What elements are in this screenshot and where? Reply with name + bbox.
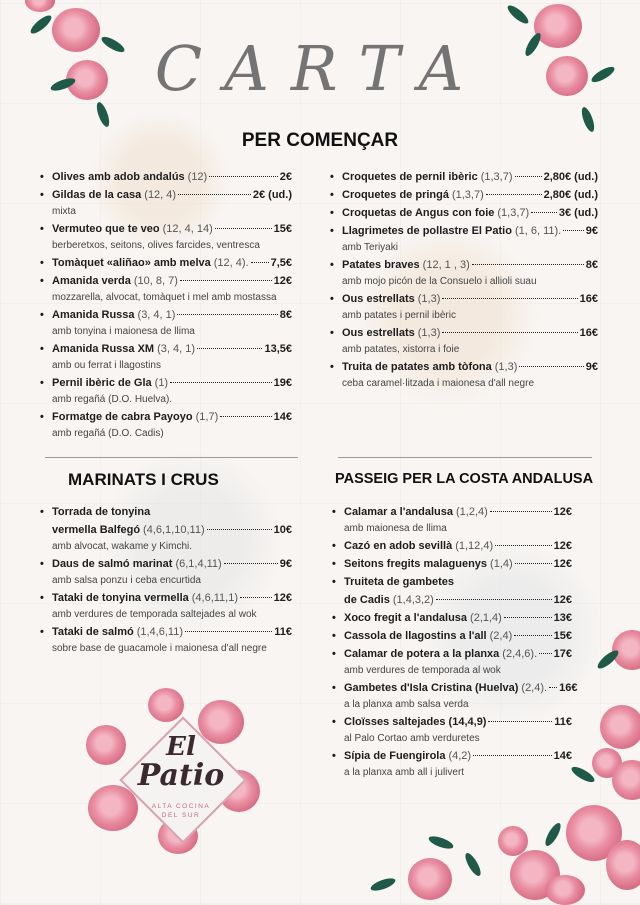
bullet: •	[332, 682, 336, 694]
item-description: amb alvocat, wakame y Kimchi.	[52, 541, 193, 552]
menu-item	[40, 589, 292, 623]
item-price: 11€	[274, 626, 292, 638]
item-allergens: (1,3,7)	[497, 207, 530, 219]
bullet: •	[332, 630, 336, 642]
bullet: •	[330, 171, 334, 183]
menu-item	[40, 220, 292, 254]
bullet: •	[40, 558, 44, 570]
item-allergens: (4,2)	[448, 750, 472, 762]
item-allergens: (10, 8, 7)	[133, 275, 178, 287]
item-description: amb verdures de temporada al wok	[344, 665, 501, 676]
item-price: 12€	[273, 592, 292, 604]
item-description: mozzarella, alvocat, tomàquet i mel amb mostassa	[52, 292, 277, 303]
item-name: Sípia de Fuengirola	[344, 750, 446, 762]
item-price: 3€ (ud.)	[558, 207, 598, 219]
item-allergens: (1,12,4)	[455, 540, 494, 552]
dot-leader	[209, 176, 278, 177]
menu-item	[332, 747, 572, 781]
section-heading-passeig: PASSEIG PER LA COSTA ANDALUSA	[335, 471, 594, 487]
divider-right	[338, 457, 592, 458]
item-allergens: (12, 4, 14)	[162, 223, 213, 235]
item-description: ceba caramel·litzada i maionesa d'all negre	[342, 378, 535, 389]
bullet: •	[332, 612, 336, 624]
section-heading-per-comencar: PER COMENÇAR	[241, 130, 399, 151]
item-description: amb mojo picón de la Consuelo i allioli suau	[342, 276, 537, 287]
menu-item	[332, 627, 572, 645]
item-name: Tataki de salmó	[52, 626, 134, 638]
item-allergens: (1,3,7)	[480, 171, 513, 183]
item-name: Croquetes de pringá	[342, 189, 449, 201]
item-allergens: (12, 1 , 3)	[422, 259, 470, 271]
item-price: 9€	[585, 225, 598, 237]
bullet: •	[330, 207, 334, 219]
marinats-list	[40, 503, 292, 657]
bullet: •	[40, 343, 44, 355]
menu-item	[332, 609, 572, 627]
item-description: amb salsa ponzu i ceba encurtida	[52, 575, 201, 586]
item-name: Patates braves	[342, 259, 420, 271]
dot-leader	[224, 563, 278, 564]
menu-item	[40, 186, 292, 220]
item-allergens: (1)	[154, 377, 169, 389]
item-allergens: (12)	[187, 171, 208, 183]
menu-item	[330, 324, 598, 358]
item-price: 12€	[553, 540, 572, 552]
item-price: 9€	[585, 361, 598, 373]
menu-item	[330, 290, 598, 324]
menu-item	[330, 256, 598, 290]
dot-leader	[180, 280, 272, 281]
bullet: •	[332, 558, 336, 570]
item-name: Ous estrellats	[342, 293, 415, 305]
menu-item	[330, 204, 598, 222]
item-price: 13€	[553, 612, 572, 624]
menu-item	[40, 503, 292, 555]
dot-leader	[177, 314, 277, 315]
item-price: 12€	[273, 275, 292, 287]
item-allergens: (2,4)	[489, 630, 513, 642]
item-price: 15€	[273, 223, 292, 235]
menu-item	[332, 713, 572, 747]
dot-leader	[539, 653, 551, 654]
bullet: •	[330, 327, 334, 339]
item-description: sobre base de guacamole i maionesa d'all negre	[52, 643, 267, 654]
bullet: •	[40, 189, 44, 201]
item-price: 12€	[553, 594, 572, 606]
bullet: •	[40, 309, 44, 321]
item-description: amb verdures de temporada saltejades al wok	[52, 609, 257, 620]
item-price: 7,5€	[270, 257, 292, 269]
dot-leader	[178, 194, 251, 195]
dot-leader	[515, 176, 542, 177]
dot-leader	[519, 366, 583, 367]
item-allergens: (4,6,1,10,11)	[143, 524, 205, 536]
item-price: 15€	[553, 630, 572, 642]
item-price: 11€	[554, 716, 572, 728]
dot-leader	[490, 511, 552, 512]
item-description: amb tonyina i maionesa de llima	[52, 326, 195, 337]
item-name: Gildas de la casa	[52, 189, 142, 201]
item-name: Seitons fregits malaguenys	[344, 558, 488, 570]
bullet: •	[330, 225, 334, 237]
item-price: 14€	[553, 750, 572, 762]
bullet: •	[40, 171, 44, 183]
bullet: •	[330, 189, 334, 201]
dot-leader	[495, 545, 552, 546]
logo-text-el: El	[166, 732, 196, 762]
dot-leader	[549, 687, 557, 688]
dot-leader	[251, 262, 269, 263]
dot-leader	[442, 298, 577, 299]
item-price: 13,5€	[264, 343, 292, 355]
item-description: a la planxa amb salsa verda	[344, 699, 469, 710]
item-description: berberetxos, seitons, olives farcides, ventresca	[52, 240, 260, 251]
item-name: Daus de salmó marinat	[52, 558, 173, 570]
item-description: amb maionesa de llima	[344, 523, 447, 534]
item-name: de Cadis	[344, 594, 390, 606]
item-description: amb patates i pernil ibèric	[342, 310, 456, 321]
item-allergens: (1,3)	[417, 293, 441, 305]
item-name: Pernil ibèric de Gla	[52, 377, 152, 389]
dot-leader	[514, 635, 551, 636]
bullet: •	[330, 293, 334, 305]
item-allergens: (2,4).	[521, 682, 548, 694]
bullet: •	[40, 275, 44, 287]
item-price: 17€	[553, 648, 572, 660]
item-description: amb Teriyaki	[342, 242, 398, 253]
bullet: •	[332, 576, 336, 588]
item-allergens: (1,4,3,2)	[392, 594, 434, 606]
item-name: Croquetas de Angus con foie	[342, 207, 495, 219]
bullet: •	[332, 750, 336, 762]
menu-item	[332, 555, 572, 573]
item-allergens: (1,3,7)	[451, 189, 484, 201]
item-allergens: (12, 4)	[144, 189, 177, 201]
menu-item	[330, 222, 598, 256]
item-allergens: (1,2,4)	[456, 506, 488, 518]
bullet: •	[40, 223, 44, 235]
bullet: •	[332, 648, 336, 660]
logo-tagline-2: DEL SUR	[161, 812, 201, 819]
item-price: 12€	[553, 558, 572, 570]
item-allergens: (3, 4, 1)	[137, 309, 176, 321]
menu-item	[332, 537, 572, 555]
item-name: Calamar de potera a la planxa	[344, 648, 500, 660]
item-price: 2,80€ (ud.)	[543, 189, 598, 201]
dot-leader	[220, 416, 271, 417]
menu-item	[330, 186, 598, 204]
bullet: •	[332, 540, 336, 552]
item-name: Cassola de llagostins a l'all	[344, 630, 487, 642]
item-description: amb regañá (D.O. Cadis)	[52, 428, 164, 439]
menu-item	[332, 679, 578, 713]
item-name: Amanida verda	[52, 275, 131, 287]
dot-leader	[185, 631, 272, 632]
bullet: •	[40, 377, 44, 389]
item-name: Vermuteo que te veo	[52, 223, 160, 235]
item-description: amb patates, xistorra i foie	[342, 344, 460, 355]
dot-leader	[197, 348, 262, 349]
dot-leader	[436, 599, 552, 600]
logo-tagline	[98, 802, 264, 820]
dot-leader	[207, 529, 272, 530]
dot-leader	[486, 194, 542, 195]
dot-leader	[531, 212, 557, 213]
item-name: Croquetes de pernil ibèric	[342, 171, 478, 183]
item-description: a la planxa amb all i julivert	[344, 767, 465, 778]
dot-leader	[563, 230, 584, 231]
item-price: 16€	[579, 293, 598, 305]
logo-tagline-1: ALTA COCINA	[151, 803, 211, 810]
item-description: amb ou ferrat i llagostins	[52, 360, 161, 371]
item-allergens: (1,7)	[195, 411, 219, 423]
menu-item	[332, 573, 572, 609]
item-price: 2€	[279, 171, 292, 183]
item-name: Amanida Russa	[52, 309, 135, 321]
item-name: Tataki de tonyina vermella	[52, 592, 189, 604]
dot-leader	[472, 264, 584, 265]
item-price: 16€	[579, 327, 598, 339]
dot-leader	[240, 597, 272, 598]
item-allergens: (2,1,4)	[470, 612, 502, 624]
el-patio-logo	[98, 700, 258, 850]
menu-item	[330, 358, 598, 392]
item-allergens: (1,4)	[490, 558, 513, 570]
dot-leader	[515, 563, 552, 564]
item-price: 8€	[279, 309, 292, 321]
item-name: Cazó en adob sevillà	[344, 540, 453, 552]
item-name: Xoco fregit a l'andalusa	[344, 612, 468, 624]
item-allergens: (1,3)	[417, 327, 441, 339]
item-allergens: (4,6,11,1)	[191, 592, 239, 604]
item-price: 19€	[273, 377, 292, 389]
item-name: Truita de patates amb tòfona	[342, 361, 492, 373]
menu-item	[332, 503, 572, 537]
bullet: •	[330, 259, 334, 271]
dot-leader	[215, 228, 272, 229]
bullet: •	[40, 257, 44, 269]
section-heading-marinats: MARINATS I CRUS	[68, 470, 219, 489]
item-name: Cloïsses saltejades (14,4,9)	[344, 716, 487, 728]
item-description: al Palo Cortao amb verduretes	[344, 733, 480, 744]
per-comencar-left-list	[40, 168, 292, 442]
item-name-prefix: Torrada de tonyina	[52, 506, 151, 518]
item-name: Amanida Russa XM	[52, 343, 155, 355]
menu-item	[40, 374, 292, 408]
item-description: mixta	[52, 206, 76, 217]
menu-item	[330, 168, 598, 186]
bullet: •	[332, 716, 336, 728]
logo-text-patio: Patio	[137, 758, 225, 793]
menu-item	[40, 168, 292, 186]
bullet: •	[40, 411, 44, 423]
item-price: 14€	[273, 411, 292, 423]
bullet: •	[330, 361, 334, 373]
dot-leader	[488, 721, 552, 722]
page-title: CARTA	[154, 32, 486, 105]
item-name: Formatge de cabra Payoyo	[52, 411, 193, 423]
item-allergens: (1,4,6,11)	[136, 626, 183, 638]
item-name: Calamar a l'andalusa	[344, 506, 454, 518]
menu-item	[40, 555, 292, 589]
per-comencar-right-list	[330, 168, 598, 392]
item-price: 8€	[585, 259, 598, 271]
dot-leader	[170, 382, 272, 383]
item-price: 12€	[553, 506, 572, 518]
dot-leader	[504, 617, 552, 618]
menu-item	[40, 623, 292, 657]
bullet: •	[40, 506, 44, 518]
dot-leader	[442, 332, 577, 333]
item-price: 10€	[273, 524, 292, 536]
item-allergens: (12, 4).	[213, 257, 249, 269]
menu-item	[40, 340, 292, 374]
item-allergens: (1,3)	[494, 361, 518, 373]
item-allergens: (3, 4, 1)	[157, 343, 195, 355]
item-price: 16€	[559, 682, 578, 694]
passeig-list	[332, 503, 578, 781]
divider-left	[45, 457, 298, 458]
item-price: 2,80€ (ud.)	[543, 171, 598, 183]
menu-item	[40, 306, 292, 340]
item-name-prefix: Truiteta de gambetes	[344, 576, 455, 588]
item-name: Gambetes d'Isla Cristina (Huelva)	[344, 682, 519, 694]
menu-item	[40, 272, 292, 306]
bullet: •	[40, 626, 44, 638]
bullet: •	[332, 506, 336, 518]
item-allergens: (1, 6, 11).	[514, 225, 562, 237]
menu-item	[332, 645, 572, 679]
item-allergens: (2,4,6).	[502, 648, 538, 660]
menu-item	[40, 254, 292, 272]
bullet: •	[40, 592, 44, 604]
item-allergens: (6,1,4,11)	[175, 558, 222, 570]
item-price: 2€ (ud.)	[252, 189, 292, 201]
item-name: Olives amb adob andalús	[52, 171, 185, 183]
item-name: Ous estrellats	[342, 327, 415, 339]
item-name: Llagrimetes de pollastre El Patio	[342, 225, 512, 237]
menu-item	[40, 408, 292, 442]
item-name: Tomàquet «aliñao» amb melva	[52, 257, 211, 269]
dot-leader	[473, 755, 552, 756]
item-description: amb regañá (D.O. Huelva).	[52, 394, 173, 405]
item-name: vermella Balfegó	[52, 524, 141, 536]
item-price: 9€	[279, 558, 292, 570]
